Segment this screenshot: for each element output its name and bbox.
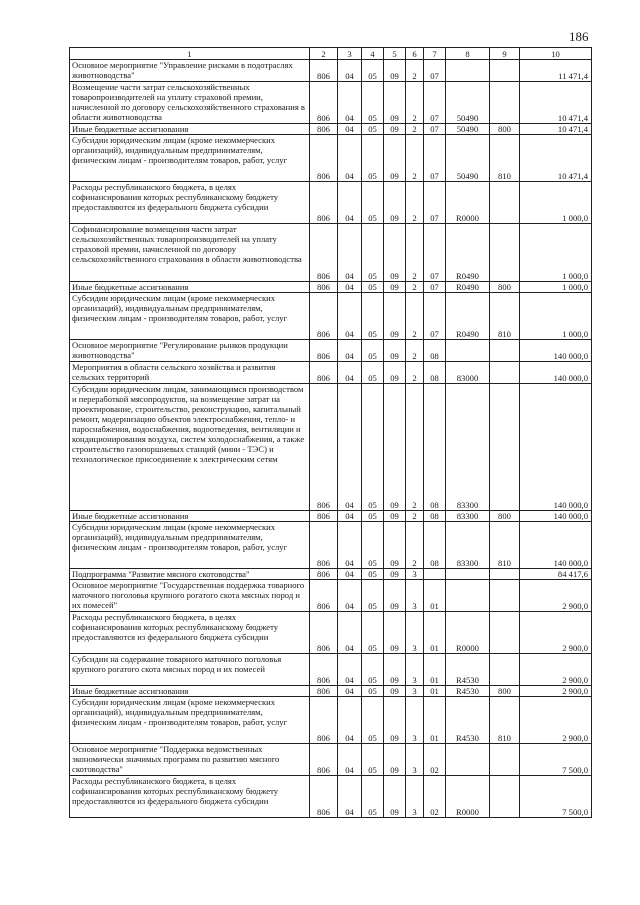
program-cell: 09 [384, 686, 406, 697]
subsection-cell: 05 [362, 60, 384, 82]
subsection-cell: 05 [362, 654, 384, 686]
direction-cell [446, 569, 490, 580]
section-cell: 04 [338, 686, 362, 697]
direction-cell [446, 744, 490, 776]
row-name-cell: Субсидии юридическим лицам (кроме некоммерческих организаций), индивидуальным предпринимателям, физическим лицам - производителям товаров, работ, услуг [70, 135, 310, 182]
amount-cell: 84 417,6 [520, 569, 592, 580]
subsection-cell: 05 [362, 340, 384, 362]
section-cell: 04 [338, 340, 362, 362]
admin-code-cell: 806 [310, 744, 338, 776]
event-cell: 07 [424, 82, 446, 124]
row-name-cell: Субсидии юридическим лицам, занимающимся производством и переработкой мясопродуктов, на возмещение затрат на проектирование, строительство, реконструкцию, капитальный ремонт, модернизацию объектов электроснабжения, тепло- и пароснабжения, водоснабжения, водоотведения, вентиляции и кондиционирования воздуха, систем холодоснабжения, а также строительство газопоршневых станций (мини - ТЭС) и технологическое присоединение к электрическим сетям [70, 384, 310, 511]
expense-type-cell: 810 [490, 697, 520, 744]
section-cell: 04 [338, 612, 362, 654]
row-name-cell: Иные бюджетные ассигнования [70, 282, 310, 293]
subprogram-cell: 2 [406, 60, 424, 82]
admin-code-cell: 806 [310, 293, 338, 340]
budget-table [69, 47, 592, 818]
event-cell: 01 [424, 654, 446, 686]
subprogram-cell: 2 [406, 224, 424, 282]
admin-code-cell: 806 [310, 124, 338, 135]
table-row [70, 511, 592, 522]
program-cell: 09 [384, 569, 406, 580]
table-row [70, 654, 592, 686]
program-cell: 09 [384, 522, 406, 569]
table-row [70, 612, 592, 654]
subsection-cell: 05 [362, 384, 384, 511]
subprogram-cell: 3 [406, 776, 424, 818]
subsection-cell: 05 [362, 135, 384, 182]
event-cell: 07 [424, 124, 446, 135]
direction-cell: R0490 [446, 282, 490, 293]
expense-type-cell [490, 569, 520, 580]
section-cell: 04 [338, 776, 362, 818]
direction-cell: 50490 [446, 82, 490, 124]
event-cell: 08 [424, 340, 446, 362]
subprogram-cell: 2 [406, 135, 424, 182]
program-cell: 09 [384, 340, 406, 362]
subprogram-cell: 2 [406, 522, 424, 569]
amount-cell: 7 500,0 [520, 776, 592, 818]
program-cell: 09 [384, 511, 406, 522]
expense-type-cell [490, 224, 520, 282]
header-cell: 7 [424, 48, 446, 60]
amount-cell: 1 000,0 [520, 182, 592, 224]
header-cell: 10 [520, 48, 592, 60]
table-row [70, 282, 592, 293]
amount-cell: 140 000,0 [520, 384, 592, 511]
subsection-cell: 05 [362, 686, 384, 697]
row-name-cell: Расходы республиканского бюджета, в целях софинансирования которых республиканскому бюджету предоставляются из федерального бюджета субсидии [70, 776, 310, 818]
subprogram-cell: 3 [406, 612, 424, 654]
direction-cell: R0490 [446, 293, 490, 340]
admin-code-cell: 806 [310, 362, 338, 384]
program-cell: 09 [384, 612, 406, 654]
row-name-cell: Субсидии юридическим лицам (кроме некоммерческих организаций), индивидуальным предпринимателям, физическим лицам - производителям товаров, работ, услуг [70, 697, 310, 744]
direction-cell: 83300 [446, 522, 490, 569]
amount-cell: 2 900,0 [520, 612, 592, 654]
amount-cell: 140 000,0 [520, 511, 592, 522]
subsection-cell: 05 [362, 362, 384, 384]
admin-code-cell: 806 [310, 340, 338, 362]
expense-type-cell [490, 744, 520, 776]
amount-cell: 7 500,0 [520, 744, 592, 776]
table-row [70, 82, 592, 124]
subprogram-cell: 3 [406, 569, 424, 580]
header-row [70, 48, 592, 60]
row-name-cell: Софинансирование возмещения части затрат сельскохозяйственных товаропроизводителей на уплату страховой премии, начисленной по договору сельскохозяйственного страхования в области животноводства [70, 224, 310, 282]
program-cell: 09 [384, 135, 406, 182]
row-name-cell: Субсидии юридическим лицам (кроме некоммерческих организаций), индивидуальным предпринимателям, физическим лицам - производителям товаров, работ, услуг [70, 293, 310, 340]
subprogram-cell: 2 [406, 282, 424, 293]
section-cell: 04 [338, 580, 362, 612]
amount-cell: 140 000,0 [520, 362, 592, 384]
header-cell: 8 [446, 48, 490, 60]
amount-cell: 10 471,4 [520, 135, 592, 182]
amount-cell: 1 000,0 [520, 293, 592, 340]
row-name-cell: Подпрограмма "Развитие мясного скотоводства" [70, 569, 310, 580]
admin-code-cell: 806 [310, 282, 338, 293]
table-row [70, 362, 592, 384]
subprogram-cell: 3 [406, 744, 424, 776]
event-cell: 07 [424, 135, 446, 182]
direction-cell: R0000 [446, 612, 490, 654]
program-cell: 09 [384, 182, 406, 224]
admin-code-cell: 806 [310, 686, 338, 697]
program-cell: 09 [384, 124, 406, 135]
table-row [70, 124, 592, 135]
event-cell: 01 [424, 612, 446, 654]
expense-type-cell [490, 182, 520, 224]
event-cell: 07 [424, 60, 446, 82]
event-cell: 08 [424, 522, 446, 569]
section-cell: 04 [338, 293, 362, 340]
expense-type-cell: 810 [490, 522, 520, 569]
section-cell: 04 [338, 182, 362, 224]
header-cell: 1 [70, 48, 310, 60]
section-cell: 04 [338, 522, 362, 569]
amount-cell: 1 000,0 [520, 224, 592, 282]
expense-type-cell [490, 340, 520, 362]
direction-cell: 50490 [446, 124, 490, 135]
event-cell: 01 [424, 686, 446, 697]
subprogram-cell: 2 [406, 182, 424, 224]
section-cell: 04 [338, 384, 362, 511]
table-row [70, 776, 592, 818]
subsection-cell: 05 [362, 744, 384, 776]
row-name-cell: Основное мероприятие "Государственная поддержка товарного маточного поголовья крупного рогатого скота мясных пород и их помесей" [70, 580, 310, 612]
amount-cell: 1 000,0 [520, 282, 592, 293]
expense-type-cell: 810 [490, 135, 520, 182]
section-cell: 04 [338, 224, 362, 282]
expense-type-cell: 800 [490, 124, 520, 135]
amount-cell: 2 900,0 [520, 654, 592, 686]
event-cell: 08 [424, 362, 446, 384]
amount-cell: 2 900,0 [520, 686, 592, 697]
row-name-cell: Субсидии юридическим лицам (кроме некоммерческих организаций), индивидуальным предпринимателям, физическим лицам - производителям товаров, работ, услуг [70, 522, 310, 569]
program-cell: 09 [384, 282, 406, 293]
event-cell: 02 [424, 744, 446, 776]
amount-cell: 10 471,4 [520, 82, 592, 124]
program-cell: 09 [384, 60, 406, 82]
table-row [70, 569, 592, 580]
subsection-cell: 05 [362, 511, 384, 522]
table-row [70, 384, 592, 511]
subsection-cell: 05 [362, 282, 384, 293]
direction-cell [446, 340, 490, 362]
table-row [70, 293, 592, 340]
amount-cell: 2 900,0 [520, 580, 592, 612]
subsection-cell: 05 [362, 580, 384, 612]
direction-cell: R4530 [446, 697, 490, 744]
admin-code-cell: 806 [310, 654, 338, 686]
subprogram-cell: 2 [406, 340, 424, 362]
admin-code-cell: 806 [310, 384, 338, 511]
event-cell: 02 [424, 776, 446, 818]
amount-cell: 140 000,0 [520, 522, 592, 569]
expense-type-cell: 800 [490, 282, 520, 293]
direction-cell: 83300 [446, 511, 490, 522]
table-row [70, 697, 592, 744]
section-cell: 04 [338, 654, 362, 686]
row-name-cell: Расходы республиканского бюджета, в целях софинансирования которых республиканскому бюджету предоставляются из федерального бюджета субсидии [70, 182, 310, 224]
row-name-cell: Основное мероприятие "Регулирование рынков продукции животноводства" [70, 340, 310, 362]
event-cell: 08 [424, 511, 446, 522]
program-cell: 09 [384, 580, 406, 612]
admin-code-cell: 806 [310, 224, 338, 282]
subsection-cell: 05 [362, 182, 384, 224]
program-cell: 09 [384, 224, 406, 282]
expense-type-cell [490, 776, 520, 818]
subprogram-cell: 2 [406, 82, 424, 124]
table-row [70, 686, 592, 697]
subsection-cell: 05 [362, 569, 384, 580]
direction-cell: R4530 [446, 686, 490, 697]
event-cell [424, 569, 446, 580]
subsection-cell: 05 [362, 697, 384, 744]
amount-cell: 11 471,4 [520, 60, 592, 82]
page-number: 186 [569, 29, 589, 44]
subsection-cell: 05 [362, 293, 384, 340]
row-name-cell: Основное мероприятие "Управление рисками в подотраслях животноводства" [70, 60, 310, 82]
table-row [70, 224, 592, 282]
subprogram-cell: 2 [406, 362, 424, 384]
admin-code-cell: 806 [310, 569, 338, 580]
subprogram-cell: 2 [406, 384, 424, 511]
expense-type-cell: 800 [490, 686, 520, 697]
event-cell: 01 [424, 580, 446, 612]
section-cell: 04 [338, 135, 362, 182]
admin-code-cell: 806 [310, 522, 338, 569]
admin-code-cell: 806 [310, 697, 338, 744]
event-cell: 01 [424, 697, 446, 744]
subsection-cell: 05 [362, 82, 384, 124]
row-name-cell: Иные бюджетные ассигнования [70, 511, 310, 522]
program-cell: 09 [384, 362, 406, 384]
admin-code-cell: 806 [310, 776, 338, 818]
subprogram-cell: 2 [406, 511, 424, 522]
header-cell: 3 [338, 48, 362, 60]
table-row [70, 60, 592, 82]
table-row [70, 580, 592, 612]
section-cell: 04 [338, 60, 362, 82]
admin-code-cell: 806 [310, 580, 338, 612]
subprogram-cell: 2 [406, 124, 424, 135]
section-cell: 04 [338, 82, 362, 124]
program-cell: 09 [384, 293, 406, 340]
event-cell: 07 [424, 293, 446, 340]
event-cell: 07 [424, 224, 446, 282]
header-cell: 4 [362, 48, 384, 60]
row-name-cell: Иные бюджетные ассигнования [70, 686, 310, 697]
section-cell: 04 [338, 124, 362, 135]
event-cell: 08 [424, 384, 446, 511]
row-name-cell: Возмещение части затрат сельскохозяйственных товаропроизводителей на уплату страховой премии, начисленной по договору сельскохозяйственного страхования в области животноводства [70, 82, 310, 124]
section-cell: 04 [338, 744, 362, 776]
subprogram-cell: 3 [406, 654, 424, 686]
subsection-cell: 05 [362, 522, 384, 569]
admin-code-cell: 806 [310, 612, 338, 654]
direction-cell [446, 60, 490, 82]
section-cell: 04 [338, 362, 362, 384]
direction-cell: R0000 [446, 776, 490, 818]
direction-cell: 83000 [446, 362, 490, 384]
subsection-cell: 05 [362, 124, 384, 135]
program-cell: 09 [384, 384, 406, 511]
expense-type-cell [490, 362, 520, 384]
admin-code-cell: 806 [310, 82, 338, 124]
subsection-cell: 05 [362, 776, 384, 818]
section-cell: 04 [338, 282, 362, 293]
subsection-cell: 05 [362, 224, 384, 282]
subprogram-cell: 2 [406, 293, 424, 340]
subsection-cell: 05 [362, 612, 384, 654]
header-cell: 2 [310, 48, 338, 60]
row-name-cell: Основное мероприятие "Поддержка ведомственных экономически значимых программ по развитию мясного скотоводства" [70, 744, 310, 776]
header-cell: 6 [406, 48, 424, 60]
subprogram-cell: 3 [406, 580, 424, 612]
program-cell: 09 [384, 744, 406, 776]
row-name-cell: Мероприятия в области сельского хозяйства и развития сельских территорий [70, 362, 310, 384]
admin-code-cell: 806 [310, 60, 338, 82]
subprogram-cell: 3 [406, 697, 424, 744]
section-cell: 04 [338, 697, 362, 744]
admin-code-cell: 806 [310, 511, 338, 522]
header-cell: 9 [490, 48, 520, 60]
row-name-cell: Расходы республиканского бюджета, в целях софинансирования которых республиканскому бюджету предоставляются из федерального бюджета субсидии [70, 612, 310, 654]
expense-type-cell: 810 [490, 293, 520, 340]
header-cell: 5 [384, 48, 406, 60]
event-cell: 07 [424, 182, 446, 224]
admin-code-cell: 806 [310, 135, 338, 182]
amount-cell: 140 000,0 [520, 340, 592, 362]
subprogram-cell: 3 [406, 686, 424, 697]
table-row [70, 135, 592, 182]
event-cell: 07 [424, 282, 446, 293]
expense-type-cell: 800 [490, 511, 520, 522]
amount-cell: 10 471,4 [520, 124, 592, 135]
row-name-cell: Субсидии на содержание товарного маточного поголовья крупного рогатого скота мясных пород и их помесей [70, 654, 310, 686]
direction-cell [446, 580, 490, 612]
expense-type-cell [490, 82, 520, 124]
expense-type-cell [490, 612, 520, 654]
direction-cell: R0490 [446, 224, 490, 282]
direction-cell: 83300 [446, 384, 490, 511]
expense-type-cell [490, 654, 520, 686]
expense-type-cell [490, 384, 520, 511]
program-cell: 09 [384, 697, 406, 744]
admin-code-cell: 806 [310, 182, 338, 224]
table-row [70, 340, 592, 362]
row-name-cell: Иные бюджетные ассигнования [70, 124, 310, 135]
section-cell: 04 [338, 569, 362, 580]
direction-cell: R4530 [446, 654, 490, 686]
program-cell: 09 [384, 654, 406, 686]
direction-cell: R0000 [446, 182, 490, 224]
program-cell: 09 [384, 776, 406, 818]
amount-cell: 2 900,0 [520, 697, 592, 744]
table-row [70, 182, 592, 224]
expense-type-cell [490, 60, 520, 82]
program-cell: 09 [384, 82, 406, 124]
direction-cell: 50490 [446, 135, 490, 182]
expense-type-cell [490, 580, 520, 612]
section-cell: 04 [338, 511, 362, 522]
table-body [70, 60, 592, 818]
table-row [70, 744, 592, 776]
table-row [70, 522, 592, 569]
